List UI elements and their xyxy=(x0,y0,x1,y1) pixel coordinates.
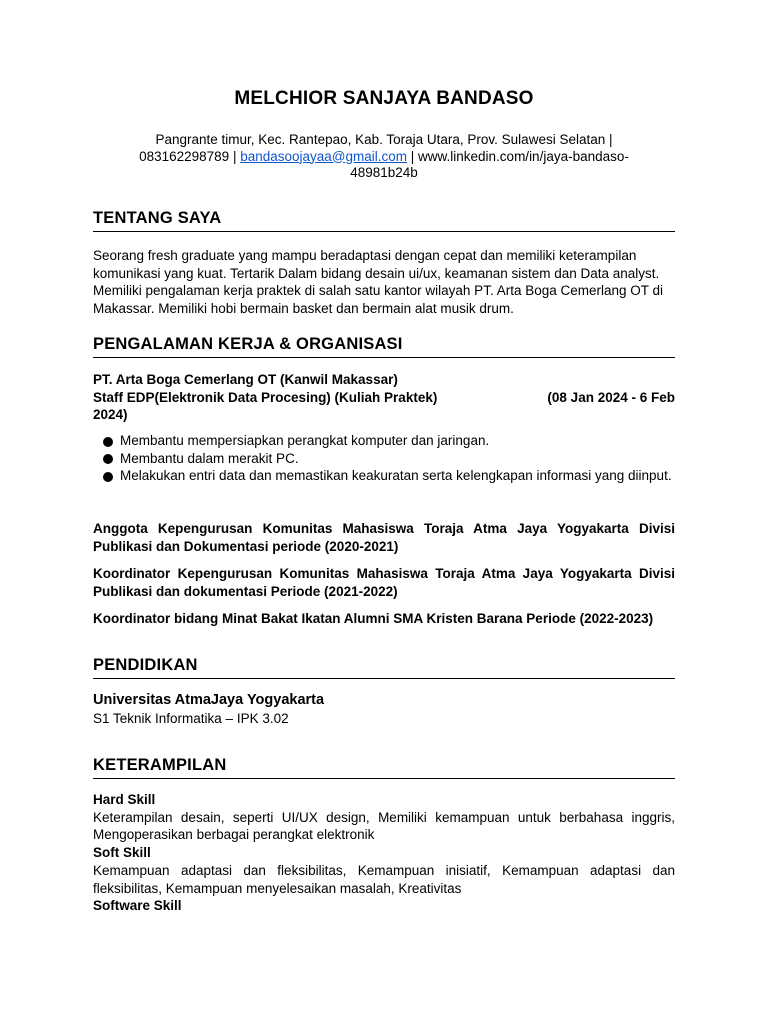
candidate-name: MELCHIOR SANJAYA BANDASO xyxy=(234,88,534,109)
email-link[interactable]: bandasoojayaa@gmail.com xyxy=(240,148,408,164)
org-entry-1: Anggota Kepengurusan Komunitas Mahasiswa Toraja Atma Jaya Yogyakarta Divisi Publikasi dan Dokumentasi periode (2020-2021) xyxy=(93,521,675,554)
software-skill-label: Software Skill xyxy=(93,898,182,914)
job-role-line xyxy=(93,389,675,407)
section-title-education: PENDIDIKAN xyxy=(93,656,675,679)
job-period-start: (08 Jan 2024 - 6 Feb xyxy=(547,389,675,405)
job-bullet-list xyxy=(93,432,675,485)
bullet-icon xyxy=(103,454,113,464)
job-period-end: 2024) xyxy=(93,407,128,423)
hard-skill-label: Hard Skill xyxy=(93,792,156,807)
section-title-skills: KETERAMPILAN xyxy=(93,756,675,779)
org-entry-3: Koordinator bidang Minat Bakat Ikatan Alumni SMA Kristen Barana Periode (2022-2023) xyxy=(93,611,654,626)
bullet-icon xyxy=(103,472,113,482)
bullet-icon xyxy=(103,437,113,447)
education-entry xyxy=(93,692,675,727)
soft-skill-text: Kemampuan adaptasi dan fleksibilitas, Kemampuan inisiatif, Kemampuan adaptasi dan fleksibilitas, Kemampuan menyelesaikan masalah, Kreativitas xyxy=(93,862,675,896)
org-entry-2: Koordinator Kepengurusan Komunitas Mahasiswa Toraja Atma Jaya Yogyakarta Divisi Publikasi dan dokumentasi Periode (2021-2022) xyxy=(93,566,675,599)
skills-block xyxy=(93,791,675,915)
list-item: Membantu mempersiapkan perangkat komputer dan jaringan. xyxy=(93,432,675,450)
list-item: Membantu dalam merakit PC. xyxy=(93,450,675,468)
degree-text: S1 Teknik Informatika – IPK 3.02 xyxy=(93,710,289,726)
university-name: Universitas AtmaJaya Yogyakarta xyxy=(93,692,325,708)
section-title-experience: PENGALAMAN KERJA & ORGANISASI xyxy=(93,335,675,358)
list-item: Melakukan entri data dan memastikan keakuratan serta kelengkapan informasi yang diinput. xyxy=(93,467,675,485)
contact-info xyxy=(110,132,658,182)
phone-text: 083162298789 | xyxy=(139,148,241,164)
about-text: Seorang fresh graduate yang mampu beradaptasi dengan cepat dan memiliki keterampilan komunikasi yang kuat. Tertarik Dalam bidang desain ui/ux, keamanan sistem dan Data analyst. Memiliki pengalaman kerja praktek di salah satu kantor wilayah PT. Arta Boga Cemerlang OT di Makassar. Memiliki hobi bermain basket dan bermain alat musik drum. xyxy=(93,248,664,317)
job-company: PT. Arta Boga Cemerlang OT (Kanwil Makassar) xyxy=(93,372,398,387)
job-role: Staff EDP(Elektronik Data Procesing) (Kuliah Praktek) xyxy=(93,389,438,405)
linkedin-text: | www.linkedin.com/in/jaya-bandaso-48981b24b xyxy=(350,148,629,180)
hard-skill-text: Keterampilan desain, seperti UI/UX design, Memiliki kemampuan untuk berbahasa inggris, Mengoperasikan berbagai perangkat elektronik xyxy=(93,809,675,843)
address-text: Pangrante timur, Kec. Rantepao, Kab. Toraja Utara, Prov. Sulawesi Selatan | xyxy=(155,132,613,147)
job-entry xyxy=(93,371,675,424)
section-title-about: TENTANG SAYA xyxy=(93,209,675,232)
soft-skill-label: Soft Skill xyxy=(93,845,151,861)
